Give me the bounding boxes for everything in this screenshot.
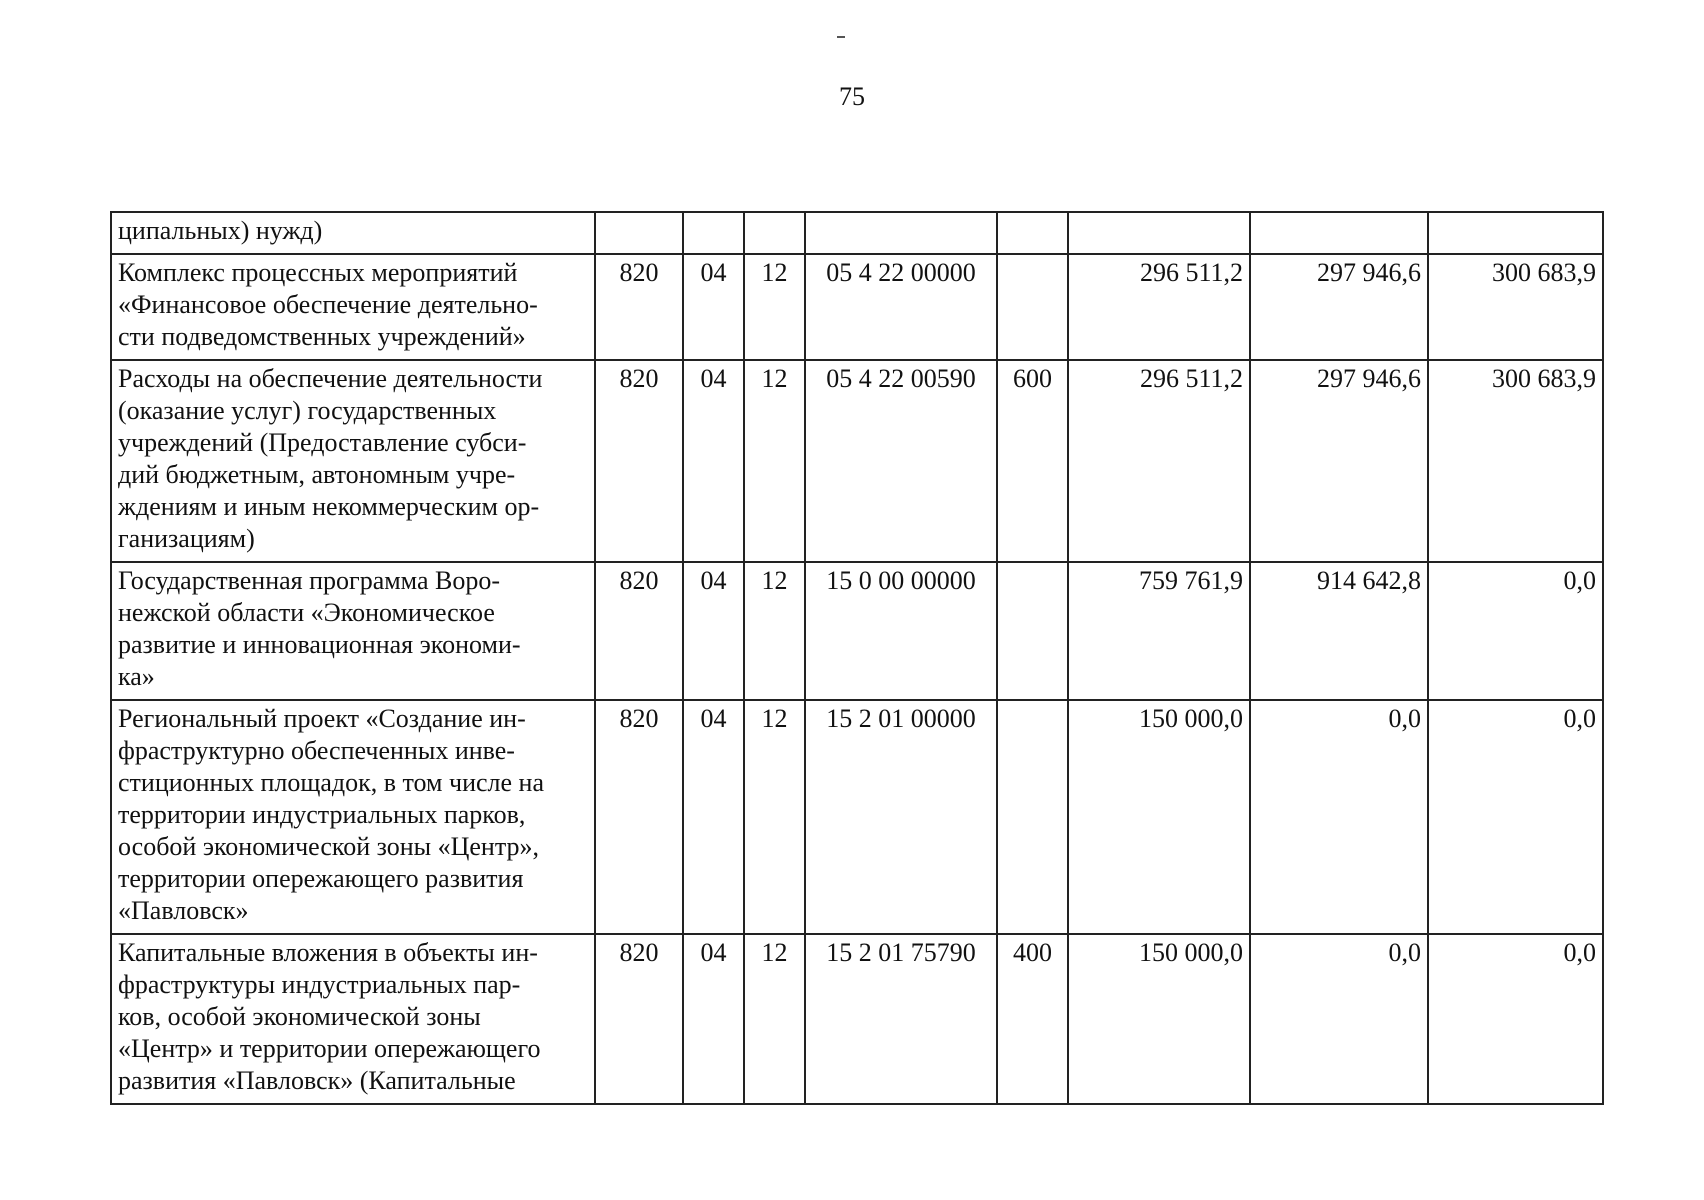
description-line: «Финансовое обеспечение деятельно-: [118, 290, 538, 319]
table-row: [111, 562, 1603, 700]
description-line: территории опережающего развития: [118, 864, 524, 893]
description-line: ципальных) нужд): [118, 216, 323, 245]
cell-expense-type: [997, 562, 1068, 700]
cell-section: 04: [683, 562, 744, 700]
cell-section: 04: [683, 254, 744, 360]
cell-description: [111, 360, 595, 562]
table-row: [111, 254, 1603, 360]
cell-amount-year-1: 296 511,2: [1068, 254, 1250, 360]
cell-admin-code: 820: [595, 360, 683, 562]
description-line: стиционных площадок, в том числе на: [118, 768, 545, 797]
cell-section: 04: [683, 700, 744, 934]
cell-description: [111, 212, 595, 254]
description-line: сти подведомственных учреждений»: [118, 322, 526, 351]
cell-description: [111, 934, 595, 1104]
description-line: Капитальные вложения в объекты ин-: [118, 938, 538, 967]
cell-amount-year-1: 150 000,0: [1068, 700, 1250, 934]
description-line: Расходы на обеспечение деятельности: [118, 364, 543, 393]
cell-amount-year-3: 0,0: [1428, 934, 1603, 1104]
cell-subsection: 12: [744, 254, 805, 360]
cell-amount-year-3: [1428, 212, 1603, 254]
cell-amount-year-2: 0,0: [1250, 700, 1428, 934]
cell-section: [683, 212, 744, 254]
cell-amount-year-2: [1250, 212, 1428, 254]
description-line: (оказание услуг) государственных: [118, 396, 497, 425]
description-line: особой экономической зоны «Центр»,: [118, 832, 540, 861]
description-line: дий бюджетным, автономным учре-: [118, 460, 516, 489]
description-line: развитие и инновационная экономи-: [118, 630, 521, 659]
cell-description: [111, 254, 595, 360]
table-row: [111, 360, 1603, 562]
cell-subsection: 12: [744, 934, 805, 1104]
cell-admin-code: 820: [595, 562, 683, 700]
cell-admin-code: 820: [595, 934, 683, 1104]
cell-amount-year-3: 300 683,9: [1428, 360, 1603, 562]
cell-subsection: 12: [744, 360, 805, 562]
cell-amount-year-1: 150 000,0: [1068, 934, 1250, 1104]
cell-amount-year-1: 759 761,9: [1068, 562, 1250, 700]
description-line: «Центр» и территории опережающего: [118, 1034, 541, 1063]
cell-expense-type: 400: [997, 934, 1068, 1104]
description-line: ков, особой экономической зоны: [118, 1002, 481, 1031]
cell-amount-year-3: 300 683,9: [1428, 254, 1603, 360]
description-line: ждениям и иным некоммерческим ор-: [118, 492, 540, 521]
cell-target-article: 05 4 22 00000: [805, 254, 997, 360]
cell-amount-year-1: [1068, 212, 1250, 254]
table-row: [111, 700, 1603, 934]
cell-admin-code: 820: [595, 254, 683, 360]
cell-admin-code: [595, 212, 683, 254]
description-line: нежской области «Экономическое: [118, 598, 495, 627]
cell-expense-type: 600: [997, 360, 1068, 562]
cell-amount-year-2: 0,0: [1250, 934, 1428, 1104]
description-line: ганизациям): [118, 524, 255, 553]
cell-target-article: [805, 212, 997, 254]
cell-amount-year-2: 297 946,6: [1250, 360, 1428, 562]
cell-target-article: 15 2 01 00000: [805, 700, 997, 934]
cell-description: [111, 700, 595, 934]
page-number: 75: [839, 82, 865, 111]
description-line: Государственная программа Воро-: [118, 566, 501, 595]
cell-amount-year-3: 0,0: [1428, 562, 1603, 700]
description-line: фраструктурно обеспеченных инве-: [118, 736, 515, 765]
cell-subsection: [744, 212, 805, 254]
cell-target-article: 05 4 22 00590: [805, 360, 997, 562]
cell-expense-type: [997, 212, 1068, 254]
cell-admin-code: 820: [595, 700, 683, 934]
cell-target-article: 15 2 01 75790: [805, 934, 997, 1104]
cell-amount-year-3: 0,0: [1428, 700, 1603, 934]
description-line: развития «Павловск» (Капитальные: [118, 1066, 516, 1095]
table-row: [111, 934, 1603, 1104]
cell-amount-year-2: 914 642,8: [1250, 562, 1428, 700]
description-line: учреждений (Предоставление субси-: [118, 428, 527, 457]
description-line: Региональный проект «Создание ин-: [118, 704, 526, 733]
cell-subsection: 12: [744, 562, 805, 700]
description-line: Комплекс процессных мероприятий: [118, 258, 518, 287]
cell-subsection: 12: [744, 700, 805, 934]
description-line: ка»: [118, 662, 155, 691]
cell-amount-year-1: 296 511,2: [1068, 360, 1250, 562]
cell-target-article: 15 0 00 00000: [805, 562, 997, 700]
cell-expense-type: [997, 254, 1068, 360]
budget-table: [110, 211, 1604, 1105]
cell-expense-type: [997, 700, 1068, 934]
cell-description: [111, 562, 595, 700]
description-line: «Павловск»: [118, 896, 249, 925]
table-body: [111, 212, 1603, 1104]
description-line: территории индустриальных парков,: [118, 800, 526, 829]
description-line: фраструктуры индустриальных пар-: [118, 970, 521, 999]
table-row: [111, 212, 1603, 254]
cell-section: 04: [683, 360, 744, 562]
cell-amount-year-2: 297 946,6: [1250, 254, 1428, 360]
scan-mark: [837, 36, 845, 38]
cell-section: 04: [683, 934, 744, 1104]
